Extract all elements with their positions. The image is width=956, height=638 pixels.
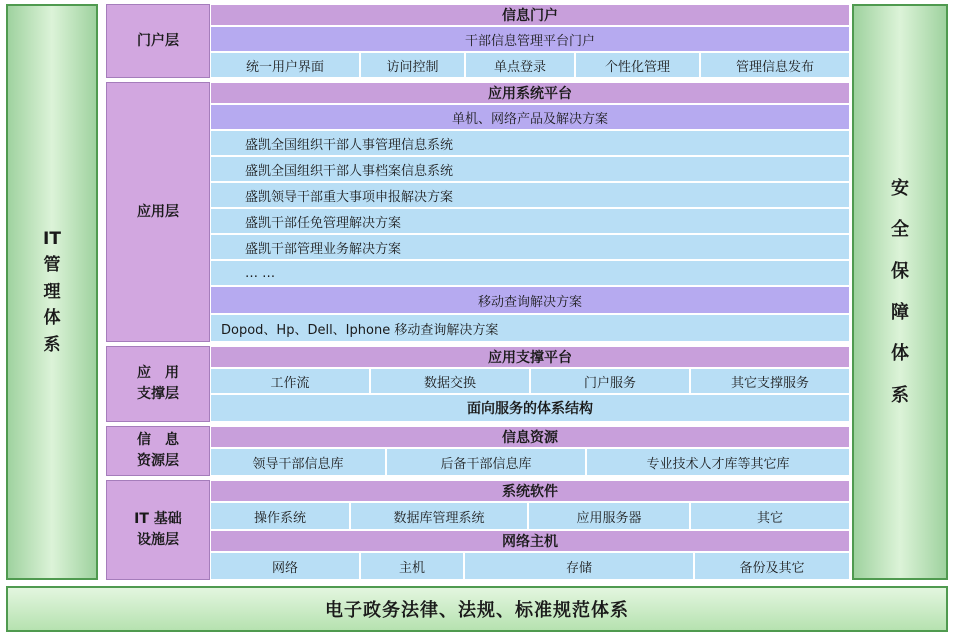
pillar-char: 保 — [891, 260, 909, 282]
software-item: 其它 — [690, 502, 850, 530]
infra-label-line1: IT 基础 — [134, 511, 182, 527]
info-title: 信息资源 — [210, 426, 850, 448]
app-system-item: 盛凯全国组织干部人事管理信息系统 — [210, 130, 850, 156]
host-item: 备份及其它 — [694, 552, 850, 580]
software-item: 应用服务器 — [528, 502, 690, 530]
portal-item: 访问控制 — [360, 52, 465, 78]
support-item: 数据交换 — [370, 368, 530, 394]
app-system-item: 盛凯干部任免管理解决方案 — [210, 208, 850, 234]
portal-item: 管理信息发布 — [700, 52, 850, 78]
info-label-line2: 资源层 — [137, 453, 179, 469]
portal-layer-label: 门户层 — [106, 4, 210, 78]
info-item: 后备干部信息库 — [386, 448, 586, 476]
mobile-desc: Dopod、Hp、Dell、Iphone 移动查询解决方案 — [210, 314, 850, 342]
pillar-char: IT — [43, 229, 61, 250]
support-layer-content — [210, 346, 850, 422]
support-title: 应用支撑平台 — [210, 346, 850, 368]
portal-subtitle: 干部信息管理平台门户 — [210, 26, 850, 52]
soa-bar: 面向服务的体系结构 — [210, 394, 850, 422]
legal-standards-bar: 电子政务法律、法规、标准规范体系 — [6, 586, 948, 632]
app-title: 应用系统平台 — [210, 82, 850, 104]
host-item: 网络 — [210, 552, 360, 580]
support-item: 其它支撑服务 — [690, 368, 850, 394]
portal-layer-content — [210, 4, 850, 78]
support-item: 工作流 — [210, 368, 370, 394]
software-item: 数据库管理系统 — [350, 502, 528, 530]
host-item: 存储 — [464, 552, 694, 580]
app-system-item: 盛凯领导干部重大事项申报解决方案 — [210, 182, 850, 208]
security-pillar — [852, 4, 948, 580]
application-layer-content — [210, 82, 850, 342]
info-item: 领导干部信息库 — [210, 448, 386, 476]
support-label-line1: 应 用 — [137, 365, 179, 381]
app-subtitle: 单机、网络产品及解决方案 — [210, 104, 850, 130]
support-layer-label — [106, 346, 210, 422]
it-management-text — [43, 226, 61, 358]
application-layer — [106, 82, 850, 342]
pillar-char: 体 — [43, 308, 61, 329]
support-layer — [106, 346, 850, 422]
pillar-char: 管 — [43, 255, 61, 276]
security-text — [891, 168, 909, 416]
portal-item: 统一用户界面 — [210, 52, 360, 78]
it-management-pillar — [6, 4, 98, 580]
info-layer-content — [210, 426, 850, 476]
portal-item: 单点登录 — [465, 52, 575, 78]
portal-item: 个性化管理 — [575, 52, 700, 78]
info-label-line1: 信 息 — [137, 432, 179, 448]
infra-label-line2: 设施层 — [136, 532, 179, 548]
pillar-char: 障 — [891, 302, 909, 323]
pillar-char: 系 — [43, 334, 61, 355]
support-label-line2: 支撑层 — [137, 386, 179, 402]
pillar-char: 体 — [891, 343, 909, 365]
app-system-item: … … — [210, 260, 850, 286]
portal-title: 信息门户 — [210, 4, 850, 26]
host-item: 主机 — [360, 552, 464, 580]
pillar-char: 安 — [891, 177, 909, 199]
pillar-char: 系 — [891, 384, 909, 406]
info-layer-label — [106, 426, 210, 476]
info-item: 专业技术人才库等其它库 — [586, 448, 850, 476]
pillar-char: 全 — [891, 219, 909, 241]
it-infrastructure-layer — [106, 480, 850, 580]
portal-layer — [106, 4, 850, 78]
infra-layer-content — [210, 480, 850, 580]
support-item: 门户服务 — [530, 368, 690, 394]
info-resource-layer — [106, 426, 850, 476]
app-system-item: 盛凯干部管理业务解决方案 — [210, 234, 850, 260]
pillar-char: 理 — [43, 281, 61, 302]
application-layer-label: 应用层 — [106, 82, 210, 342]
software-title: 系统软件 — [210, 480, 850, 502]
mobile-title: 移动查询解决方案 — [210, 286, 850, 314]
host-title: 网络主机 — [210, 530, 850, 552]
software-item: 操作系统 — [210, 502, 350, 530]
infra-layer-label — [106, 480, 210, 580]
app-system-item: 盛凯全国组织干部人事档案信息系统 — [210, 156, 850, 182]
